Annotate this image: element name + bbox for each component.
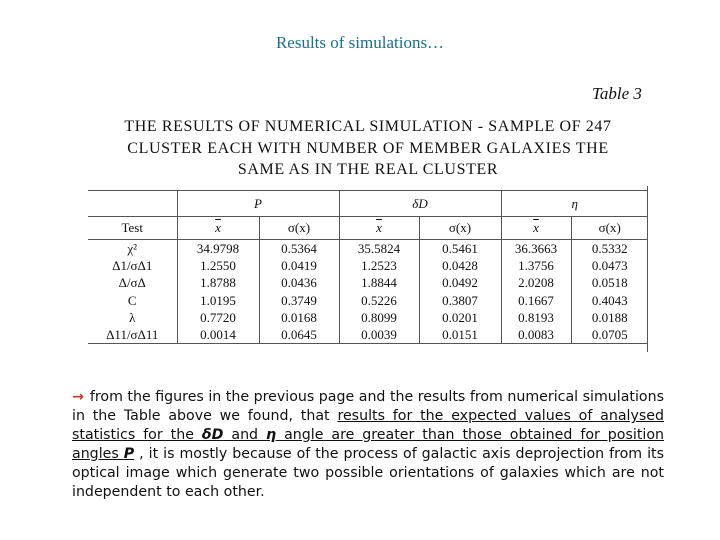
eta-mean-cell xyxy=(501,240,571,344)
p-sigma-cell xyxy=(259,240,339,344)
sub-header-p-mean: $\overline{x}$ xyxy=(177,217,259,240)
test-names-cell xyxy=(88,240,177,344)
value: 0.0168 xyxy=(281,309,317,325)
value: 0.3749 xyxy=(281,292,317,308)
arrow-right-icon: → xyxy=(72,389,84,405)
group-header-eta: η xyxy=(501,191,648,217)
value: 0.5226 xyxy=(361,292,397,308)
sub-header-delta-mean: $\overline{x}$ xyxy=(339,217,419,240)
note-underlined-1: results for the expected values of analysed statistics for the xyxy=(72,408,665,443)
value: 0.0518 xyxy=(591,275,628,291)
value: 1.8844 xyxy=(361,275,397,291)
table-right-border xyxy=(647,186,648,352)
value: 0.0151 xyxy=(442,327,478,343)
table-heading-line-2: CLUSTER EACH WITH NUMBER OF MEMBER GALAXIES THE xyxy=(127,139,609,157)
eta-sigma-cell xyxy=(571,240,648,344)
p-mean-cell xyxy=(177,240,259,344)
value: 0.0419 xyxy=(281,258,317,274)
value: 1.3756 xyxy=(518,258,554,274)
value: 0.7720 xyxy=(200,309,236,325)
symbol-p: P xyxy=(123,446,135,462)
value: 0.5332 xyxy=(591,241,628,256)
group-header-empty xyxy=(88,191,177,217)
test-name: C xyxy=(127,292,137,308)
group-header-row xyxy=(88,191,648,217)
value: 1.2550 xyxy=(200,258,236,274)
delta-sigma-cell xyxy=(419,240,501,344)
value: 0.0473 xyxy=(591,258,628,274)
test-name: Δ1/σΔ1 xyxy=(112,258,153,274)
symbol-delta-d: δD xyxy=(201,427,224,443)
group-header-p: P xyxy=(177,191,339,217)
value: 36.3663 xyxy=(514,241,558,256)
test-name: Δ/σΔ xyxy=(118,275,146,291)
note-text-2: , it is mostly because of the process of galactic axis deprojection from its optical image which generate two possible orientations of galaxies which are not independent to each other. xyxy=(72,446,665,500)
group-header-delta: δD xyxy=(339,191,501,217)
test-name: λ xyxy=(129,309,136,325)
value: 0.5364 xyxy=(281,241,317,256)
value: 0.0705 xyxy=(591,327,628,343)
value: 34.9798 xyxy=(196,241,240,256)
results-table xyxy=(88,190,648,344)
value: 35.5824 xyxy=(357,241,401,256)
test-name: χ² xyxy=(127,241,138,256)
test-name: Δ11/σΔ11 xyxy=(106,327,159,343)
value: 0.0039 xyxy=(361,327,397,343)
value: 0.0492 xyxy=(442,275,478,291)
conclusion-paragraph xyxy=(72,388,664,502)
value: 0.0645 xyxy=(281,327,317,343)
value: 1.0195 xyxy=(200,292,236,308)
value: 0.8099 xyxy=(361,309,397,325)
value: 1.2523 xyxy=(361,258,397,274)
sub-header-eta-sigma: σ(x) xyxy=(571,217,648,240)
sub-header-delta-sigma: σ(x) xyxy=(419,217,501,240)
value: 0.1667 xyxy=(518,292,554,308)
value: 0.0083 xyxy=(518,327,554,343)
note-underlined-2: angle are greater than those obtained for position angles xyxy=(72,427,665,462)
value: 1.8788 xyxy=(200,275,236,291)
slide-title: Results of simulations… xyxy=(275,33,445,52)
value: 0.0428 xyxy=(442,258,478,274)
delta-mean-cell xyxy=(339,240,419,344)
value: 0.3807 xyxy=(442,292,478,308)
table-heading xyxy=(88,116,648,181)
value: 0.0436 xyxy=(281,275,317,291)
note-and-text: and xyxy=(223,427,267,443)
value: 0.8193 xyxy=(518,309,554,325)
note-text-1: from the figures in the previous page and the results from numerical simulations in the Table above we found, that xyxy=(72,389,664,424)
test-header: Test xyxy=(88,217,177,240)
table-caption: Table 3 xyxy=(592,84,642,103)
sub-header-eta-mean: $\overline{x}$ xyxy=(501,217,571,240)
sub-header-p-sigma: σ(x) xyxy=(259,217,339,240)
symbol-eta: η xyxy=(266,427,277,443)
value: 0.5461 xyxy=(442,241,478,256)
value: 0.4043 xyxy=(591,292,628,308)
sub-header-row xyxy=(88,217,648,240)
data-row xyxy=(88,240,648,344)
table-heading-line-3: SAME AS IN THE REAL CLUSTER xyxy=(237,161,499,178)
value: 0.0201 xyxy=(442,309,478,325)
value: 0.0188 xyxy=(591,309,628,325)
value: 2.0208 xyxy=(518,275,554,291)
value: 0.0014 xyxy=(200,327,236,343)
table-heading-line-1: THE RESULTS OF NUMERICAL SIMULATION - SAMPLE OF 247 xyxy=(124,118,612,135)
